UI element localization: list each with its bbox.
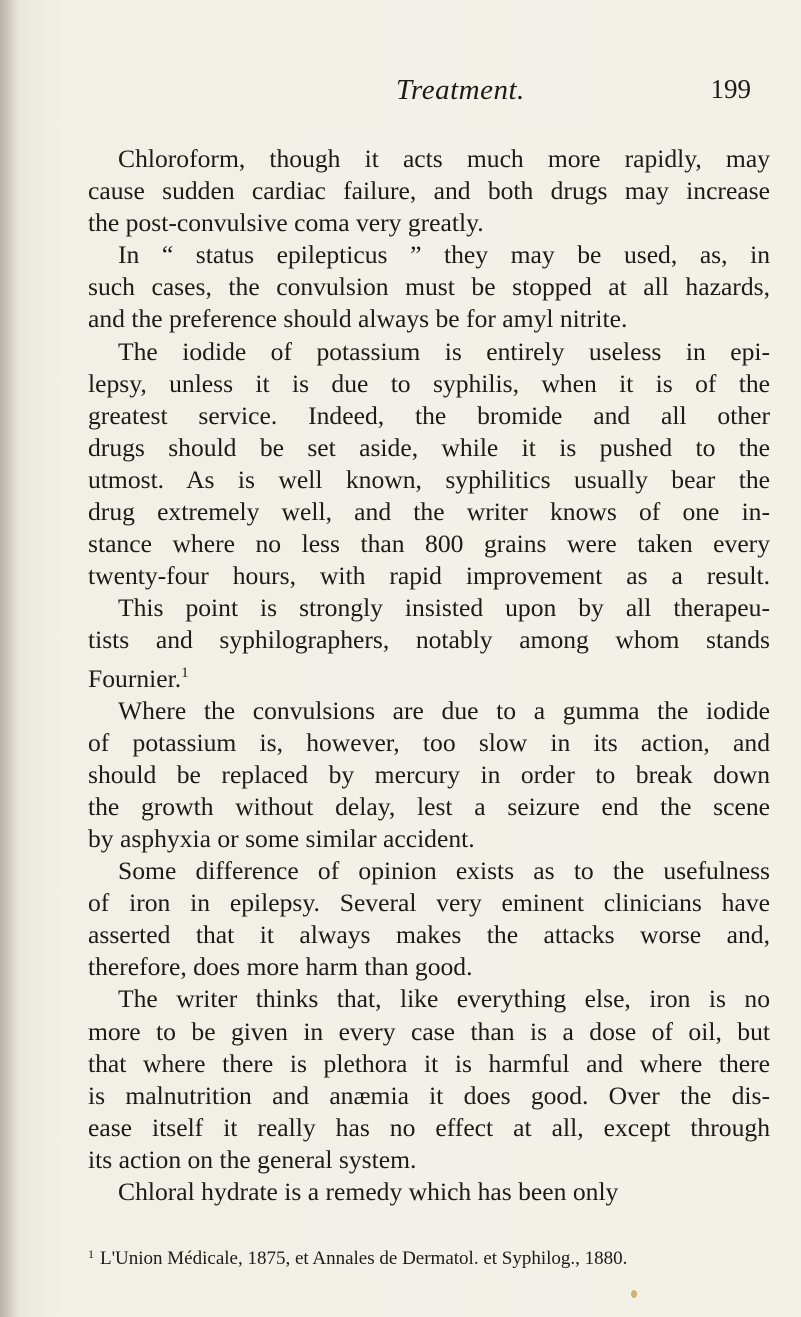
text-line: Some difference of opinion exists as to the usefulness: [118, 856, 770, 886]
text-line: utmost. As is well known, syphilitics usually bear the: [88, 464, 770, 494]
ink-spot: [631, 1290, 637, 1298]
text-line: stance where no less than 800 grains were taken every: [88, 529, 770, 559]
text-line: Fournier.: [88, 663, 182, 693]
text-line: tists and syphilographers, notably among whom stands: [88, 625, 770, 655]
text-line: drugs should be set aside, while it is pushed to the: [88, 432, 770, 462]
text-line: twenty-four hours, with rapid improvement as a result.: [88, 561, 770, 591]
text-line: The writer thinks that, like everything else, iron is no: [118, 984, 770, 1014]
text-line: asserted that it always makes the attacks worse and,: [88, 920, 770, 950]
text-line: cause sudden cardiac failure, and both drugs may increase: [88, 176, 770, 206]
text-line: Chloroform, though it acts much more rapidly, may: [118, 144, 770, 173]
text-line: and the preference should always be for amyl nitrite.: [88, 304, 628, 334]
page-header: [160, 74, 751, 114]
text-line: that where there is plethora it is harmful and where there: [88, 1048, 770, 1078]
text-line: the growth without delay, lest a seizure end the scene: [88, 791, 770, 821]
text-line: This point is strongly insisted upon by all therapeu-: [118, 593, 770, 623]
text-line: of potassium is, however, too slow in its action, and: [88, 727, 770, 757]
text-line: In “ status epilepticus ” they may be used, as, in: [118, 240, 770, 270]
text-line: therefore, does more harm than good.: [88, 952, 473, 982]
text-line: lepsy, unless it is due to syphilis, when it is of the: [88, 368, 770, 398]
text-line: Where the convulsions are due to a gumma the iodide: [118, 695, 770, 725]
footnote-reference: 1: [181, 664, 189, 681]
page-number: 199: [710, 74, 751, 104]
text-line: should be replaced by mercury in order to break down: [88, 759, 770, 789]
text-line: is malnutrition and anæmia it does good. Over the dis-: [88, 1080, 770, 1110]
text-line: ease itself it really has no effect at all, except through: [88, 1112, 770, 1142]
text-line: by asphyxia or some similar accident.: [88, 823, 475, 853]
text-line: Chloral hydrate is a remedy which has been only: [118, 1177, 619, 1206]
footnote-marker: 1: [88, 1247, 94, 1261]
footnote: [88, 1242, 770, 1271]
text-line: its action on the general system.: [88, 1144, 417, 1174]
text-line: drug extremely well, and the writer knows of one in-: [88, 497, 770, 527]
text-line-with-footnote: [88, 657, 770, 695]
text-line: of iron in epilepsy. Several very eminent clinicians have: [88, 888, 770, 918]
text-line: the post-convulsive coma very greatly.: [88, 208, 484, 238]
running-head: Treatment.: [396, 74, 525, 106]
gutter-shadow: [0, 0, 18, 1317]
text-line: The iodide of potassium is entirely useless in epi-: [118, 336, 770, 366]
text-line: greatest service. Indeed, the bromide and all other: [88, 400, 770, 430]
footnote-text: L'Union Médicale, 1875, et Annales de Dermatol. et Syphilog., 1880.: [100, 1248, 628, 1269]
body-text: [88, 143, 770, 1208]
text-line: more to be given in every case than is a dose of oil, but: [88, 1016, 770, 1046]
text-line: such cases, the convulsion must be stopped at all hazards,: [88, 272, 770, 302]
